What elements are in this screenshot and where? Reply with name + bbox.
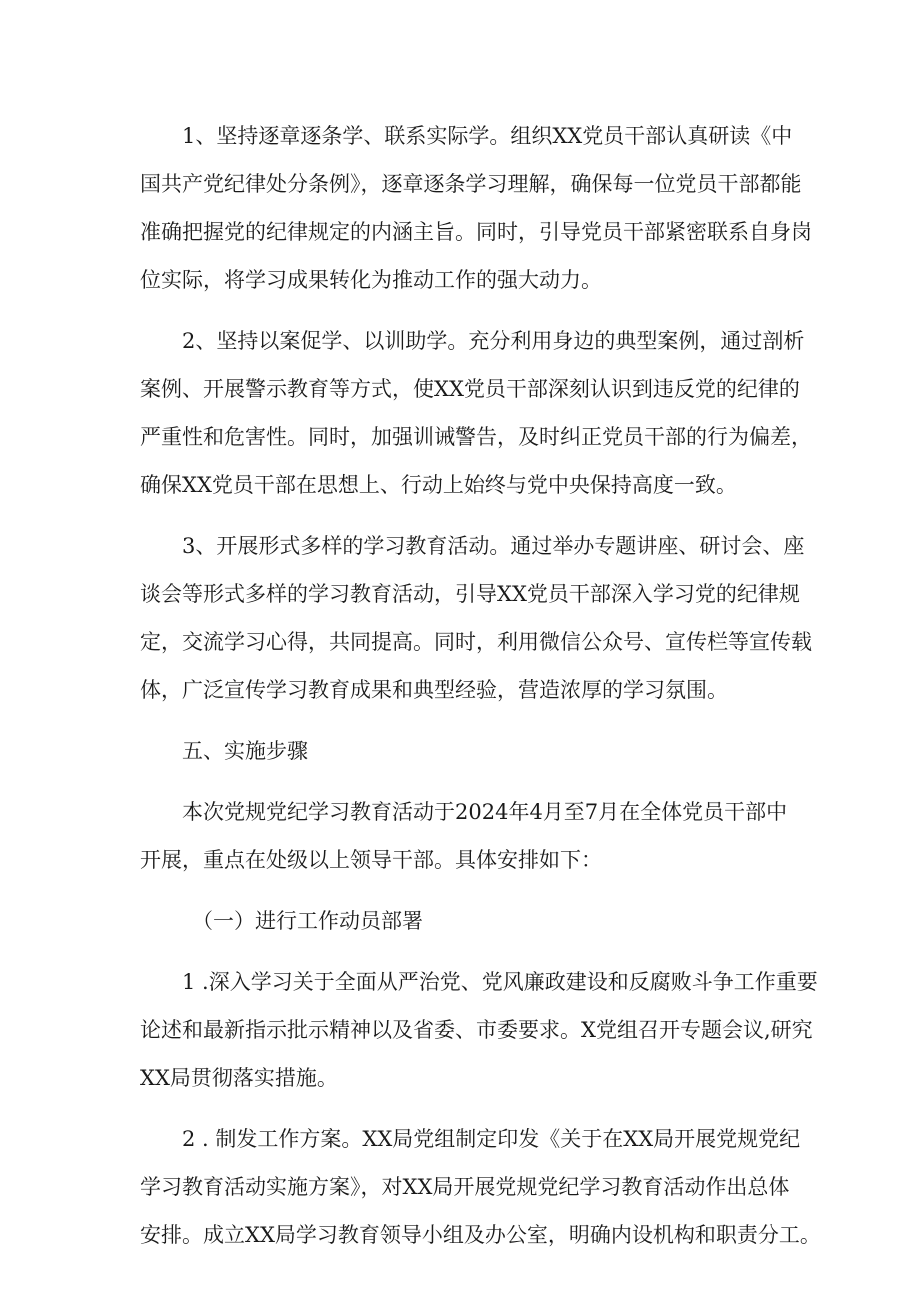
text-line: 国共产党纪律处分条例》，逐章逐条学习理解，确保每一位党员干部都能 [140, 172, 802, 196]
text-line: 1、坚持逐章逐条学、联系实际学。组织XX党员干部认真研读《中 [182, 124, 793, 148]
text-line: 定，交流学习心得，共同提高。同时，利用微信公众号、宣传栏等宣传载 [140, 630, 812, 654]
text-line: 2、坚持以案促学、以训助学。充分利用身边的典型案例，通过剖析 [182, 329, 805, 353]
step-2-paragraph [140, 1115, 821, 1259]
text-line: 严重性和危害性。同时，加强训诫警告，及时纠正党员干部的行为偏差， [140, 425, 812, 449]
text-line: 案例、开展警示教育等方式，使XX党员干部深刻认识到违反党的纪律的 [140, 377, 800, 401]
paragraph-1 [140, 112, 812, 304]
text-line: 体，广泛宣传学习教育成果和典型经验，营造浓厚的学习氛围。 [140, 678, 728, 702]
text-line: 3、开展形式多样的学习教育活动。通过举办专题讲座、研讨会、座 [182, 534, 805, 558]
text-line: 开展，重点在处级以上领导干部。具体安排如下： [140, 848, 602, 872]
text-line: 位实际，将学习成果转化为推动工作的强大动力。 [140, 268, 602, 292]
text-line: 确保XX党员干部在思想上、行动上始终与党中央保持高度一致。 [140, 473, 737, 497]
text-line: 论述和最新指示批示精神以及省委、市委要求。X党组召开专题会议,研究 [140, 1018, 813, 1042]
paragraph-2 [140, 317, 812, 509]
text-line: 准确把握党的纪律规定的内涵主旨。同时，引导党员干部紧密联系自身岗 [140, 220, 812, 244]
paragraph-3 [140, 522, 812, 714]
section-heading: 五、实施步骤 [182, 739, 308, 763]
intro-paragraph [140, 788, 790, 884]
text-line: 1 .深入学习关于全面从严治党、党风廉政建设和反腐败斗争工作重要 [182, 970, 818, 994]
step-1-paragraph [140, 958, 818, 1102]
text-line: 谈会等形式多样的学习教育活动，引导XX党员干部深入学习党的纪律规 [140, 582, 800, 606]
text-line: 2 . 制发工作方案。XX局党组制定印发《关于在XX局开展党规党纪 [182, 1127, 801, 1151]
sub-heading: （一）进行工作动员部署 [192, 909, 423, 933]
text-line: 学习教育活动实施方案》，对XX局开展党规党纪学习教育活动作出总体 [140, 1175, 790, 1199]
text-line: 安排。成立XX局学习教育领导小组及办公室，明确内设机构和职责分工。 [140, 1223, 821, 1247]
document-page [140, 112, 821, 1272]
text-line: XX局贯彻落实措施。 [140, 1066, 338, 1090]
text-line: 本次党规党纪学习教育活动于2024年4月至7月在全体党员干部中 [182, 800, 788, 824]
